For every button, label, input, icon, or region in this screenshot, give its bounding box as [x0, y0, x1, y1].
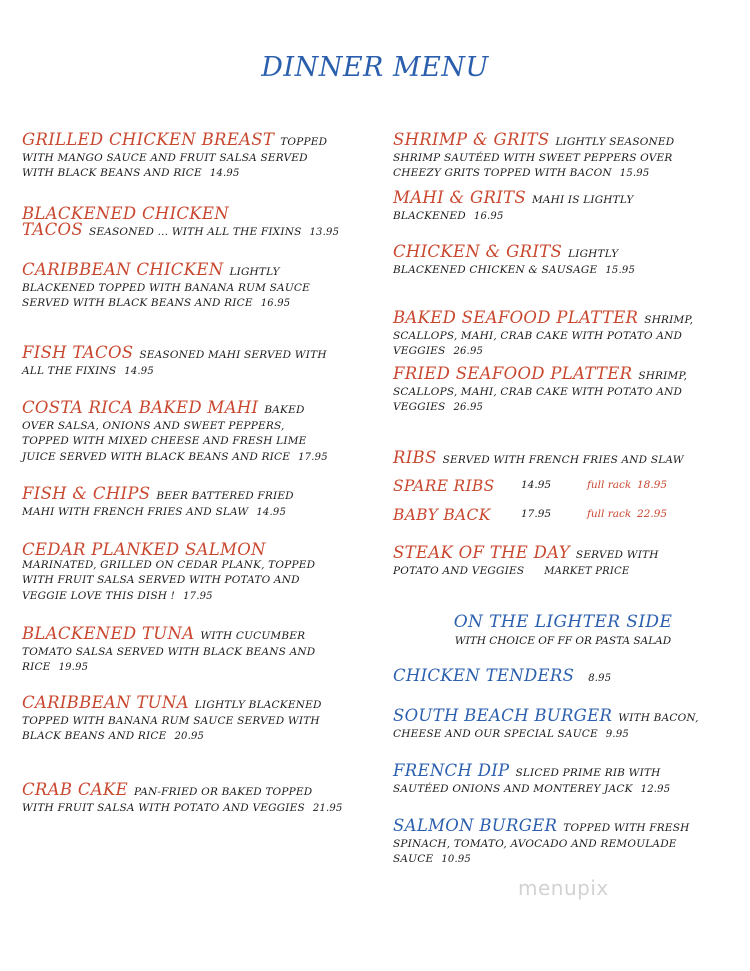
item-name: SALMON BURGER: [393, 816, 558, 835]
left_items-menu-item: [22, 345, 362, 379]
item-description: WITH MANGO SAUCE AND FRUIT SALSA SERVED: [22, 151, 308, 164]
item-description: SCALLOPS, MAHI, CRAB CAKE WITH POTATO AND: [393, 385, 683, 398]
item-description: CHEESE AND OUR SPECIAL SAUCE 9.95: [393, 727, 629, 740]
right_items-menu-item: [393, 244, 733, 278]
item-price: 17.95: [298, 451, 328, 463]
item-price: 14.95: [521, 479, 552, 491]
item-description: SEASONED ... WITH ALL THE FIXINS: [88, 225, 302, 238]
lighter.items-menu-item: [393, 818, 733, 868]
item-name: BLACKENED CHICKEN TACOS: [22, 204, 230, 239]
item-price: 12.95: [640, 783, 671, 795]
item-description: BLACKENED 16.95: [393, 209, 504, 222]
item-name: GRILLED CHICKEN BREAST: [22, 130, 275, 149]
left_items-menu-item: [22, 782, 362, 816]
item-description: MARINATED, GRILLED ON CEDAR PLANK, TOPPED: [22, 558, 316, 571]
item-name: CEDAR PLANKED SALMON: [22, 540, 266, 559]
item-description: VEGGIES 26.95: [393, 345, 484, 357]
item-price: 15.95: [619, 168, 650, 179]
right_items-menu-item: [393, 310, 733, 360]
item-price: 17.95: [521, 508, 552, 520]
item-description: JUICE SERVED WITH BLACK BEANS AND RICE 17.95: [22, 450, 328, 463]
item-name: FISH TACOS: [22, 343, 134, 362]
item-description: SPINACH, TOMATO, AVOCADO AND REMOULADE: [393, 837, 677, 850]
item-name: CHICKEN & GRITS: [393, 242, 563, 261]
item-price: 10.95: [441, 854, 471, 865]
item-description: TOMATO SALSA SERVED WITH BLACK BEANS AND: [22, 645, 316, 658]
item-price: 14.95: [124, 365, 154, 377]
item-description: MAHI WITH FRENCH FRIES AND SLAW 14.95: [22, 505, 287, 518]
item-price: 16.95: [473, 210, 504, 222]
item-description: TOPPED WITH MIXED CHEESE AND FRESH LIME: [22, 435, 307, 447]
lighter.items-menu-item: [393, 708, 733, 742]
item-description: ALL THE FIXINS 14.95: [22, 364, 154, 377]
item-name: CARIBBEAN TUNA: [22, 693, 189, 712]
item-description: LIGHTLY: [568, 248, 619, 260]
item-description: MAHI IS LIGHTLY: [531, 194, 634, 206]
item-name: CHICKEN TENDERS: [393, 666, 575, 685]
left_items-menu-item: [22, 626, 362, 676]
left_items-menu-item: [22, 542, 362, 604]
item-name: FRIED SEAFOOD PLATTER: [393, 364, 633, 383]
item-description: SHRIMP SAUTÉED WITH SWEET PEPPERS OVER: [393, 151, 673, 164]
item-description: LIGHTLY SEASONED: [555, 136, 675, 148]
item-name: FISH & CHIPS: [22, 484, 151, 503]
item-description: TOPPED: [280, 136, 328, 148]
item-price: 17.95: [183, 590, 213, 602]
item-description: WITH CUCUMBER: [200, 630, 306, 642]
item-description: WITH BACON,: [618, 712, 699, 724]
item-description: SCALLOPS, MAHI, CRAB CAKE WITH POTATO AND: [393, 329, 683, 342]
right_items-menu-item: [393, 190, 733, 224]
full-rack-price: 18.95: [637, 479, 668, 491]
item-price: 14.95: [256, 506, 287, 518]
item-description: SAUTÉED ONIONS AND MONTEREY JACK 12.95: [393, 782, 671, 795]
item-description: SERVED WITH FRENCH FRIES AND SLAW: [442, 454, 684, 466]
full-rack-label: full rack: [587, 479, 632, 491]
rib-option-row: [393, 505, 733, 527]
item-price: 19.95: [58, 662, 89, 673]
item-description: SEASONED MAHI SERVED WITH: [139, 349, 327, 361]
item-price: MARKET PRICE: [544, 565, 630, 577]
ribs-header: [393, 450, 733, 469]
rib-option-row: [393, 476, 733, 498]
item-name: BAKED SEAFOOD PLATTER: [393, 308, 639, 327]
left_items-menu-item: [22, 262, 362, 312]
item-description: LIGHTLY BLACKENED: [194, 699, 322, 711]
item-price: 26.95: [453, 402, 484, 413]
item-description: SERVED WITH BLACK BEANS AND RICE 16.95: [22, 297, 291, 309]
section-title-lighter-side: ON THE LIGHTER SIDE: [453, 612, 673, 632]
item-description: TOPPED WITH BANANA RUM SAUCE SERVED WITH: [22, 714, 320, 727]
item-description: SHRIMP,: [638, 370, 688, 382]
item-name: BABY BACK: [393, 506, 491, 524]
right_items-menu-item: [393, 366, 733, 416]
item-name: FRENCH DIP: [393, 761, 510, 780]
left_items-menu-item: [22, 132, 362, 182]
item-description: BLACK BEANS AND RICE 20.95: [22, 730, 205, 742]
item-description: SAUCE 10.95: [393, 853, 471, 865]
item-description: WITH FRUIT SALSA WITH POTATO AND VEGGIES 21.95: [22, 801, 343, 814]
item-price: 13.95: [309, 226, 340, 238]
item-description: SHRIMP,: [644, 314, 694, 326]
lighter.items-menu-item: [393, 668, 733, 687]
right_items-menu-item: [393, 132, 733, 182]
item-name: STEAK OF THE DAY: [393, 543, 570, 562]
item-price: 8.95: [588, 673, 612, 684]
item-price: 20.95: [174, 731, 205, 742]
item-description: BLACKENED TOPPED WITH BANANA RUM SAUCE: [22, 281, 310, 294]
item-description: SLICED PRIME RIB WITH: [515, 767, 661, 779]
item-name: SHRIMP & GRITS: [393, 130, 550, 149]
item-name: CRAB CAKE: [22, 780, 128, 799]
page-title: DINNER MENU: [261, 52, 489, 83]
item-description: LIGHTLY: [229, 266, 280, 278]
item-price: 9.95: [605, 728, 629, 740]
item-name: COSTA RICA BAKED MAHI: [22, 398, 259, 417]
item-price: 16.95: [260, 298, 291, 309]
item-name: BLACKENED TUNA: [22, 624, 195, 643]
item-description: OVER SALSA, ONIONS AND SWEET PEPPERS,: [22, 419, 285, 432]
item-price: 14.95: [209, 168, 240, 179]
left_items-menu-item: [22, 206, 362, 240]
full-rack-label: full rack: [587, 508, 632, 520]
item-name: SPARE RIBS: [393, 477, 495, 495]
item-description: WITH FRUIT SALSA SERVED WITH POTATO AND: [22, 574, 300, 586]
item-name: MAHI & GRITS: [393, 188, 526, 207]
item-description: TOPPED WITH FRESH: [563, 822, 690, 834]
item-description: RICE 19.95: [22, 661, 89, 673]
watermark-logo: menupix: [518, 876, 609, 900]
left_items-menu-item: [22, 400, 362, 465]
section-subtitle: WITH CHOICE OF FF OR PASTA SALAD: [454, 635, 672, 647]
item-description: BLACKENED CHICKEN & SAUSAGE 15.95: [393, 263, 636, 276]
item-description: PAN-FRIED OR BAKED TOPPED: [133, 786, 313, 798]
item-price: 21.95: [312, 802, 343, 814]
item-description: BAKED: [264, 404, 305, 416]
item-name: RIBS: [393, 448, 437, 467]
item-description: VEGGIES 26.95: [393, 401, 484, 413]
item-price: 26.95: [453, 346, 484, 357]
full-rack-price: 22.95: [637, 508, 668, 520]
left_items-menu-item: [22, 486, 362, 520]
item-name: CARIBBEAN CHICKEN: [22, 260, 224, 279]
item-description: SERVED WITH: [575, 549, 659, 561]
item-name: SOUTH BEACH BURGER: [393, 706, 613, 725]
left_items-menu-item: [22, 695, 362, 745]
item-description: CHEEZY GRITS TOPPED WITH BACON 15.95: [393, 167, 650, 179]
item-description: BEER BATTERED FRIED: [156, 490, 294, 502]
steak-of-the-day: [393, 545, 733, 579]
item-description: VEGGIE LOVE THIS DISH ! 17.95: [22, 589, 213, 602]
item-description: WITH BLACK BEANS AND RICE 14.95: [22, 167, 240, 179]
item-description: POTATO AND VEGGIES MARKET PRICE: [393, 564, 630, 577]
item-price: 15.95: [605, 264, 636, 276]
lighter.items-menu-item: [393, 763, 733, 797]
